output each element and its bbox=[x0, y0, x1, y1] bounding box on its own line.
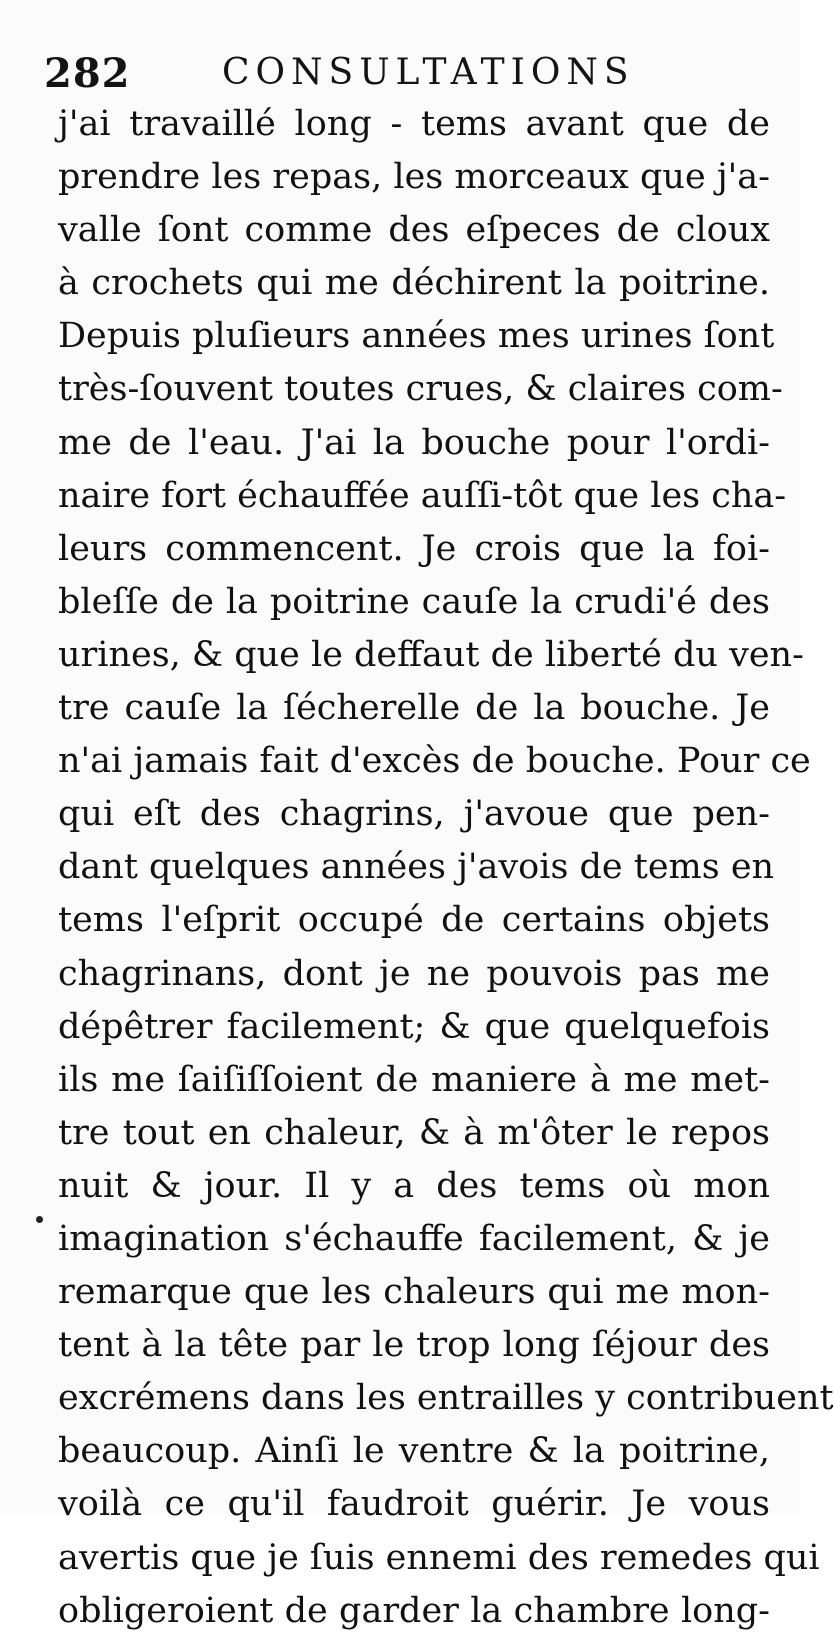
text-line: leurs commencent. Je crois que la foi- bbox=[58, 528, 770, 569]
text-line: urines, & que le deffaut de liberté du ven- bbox=[58, 634, 804, 675]
text-line: dépêtrer facilement; & que quelquefois bbox=[58, 1006, 770, 1047]
text-line: à crochets qui me déchirent la poitrine. bbox=[58, 263, 770, 304]
running-head: CONSULTATIONS bbox=[222, 52, 635, 93]
text-line: tent à la tête par le trop long ſéjour des bbox=[58, 1325, 770, 1366]
text-line: dant quelques années j'avois de tems en bbox=[58, 847, 775, 888]
text-line: valle ſont comme des eſpeces de cloux bbox=[58, 210, 770, 251]
body-text bbox=[58, 98, 834, 1638]
text-line: me de l'eau. J'ai la bouche pour l'ordi- bbox=[58, 422, 770, 463]
text-line: bleſſe de la poitrine cauſe la crudi'é des bbox=[58, 581, 770, 622]
text-line: tre cauſe la ſécherelle de la bouche. Je bbox=[58, 688, 770, 729]
page-number: 282 bbox=[44, 50, 131, 97]
text-line: voilà ce qu'il faudroit guérir. Je vous bbox=[58, 1484, 770, 1525]
text-line: ils me ſaiſiſſoient de maniere à me met- bbox=[58, 1059, 770, 1100]
text-line: qui eſt des chagrins, j'avoue que pen- bbox=[58, 794, 770, 835]
text-line: obligeroient de garder la chambre long- bbox=[58, 1590, 770, 1631]
text-line: j'ai travaillé long - tems avant que de bbox=[58, 104, 770, 144]
text-line: tems l'eſprit occupé de certains objets bbox=[58, 900, 770, 941]
text-line: nuit & jour. Il y a des tems où mon bbox=[58, 1165, 770, 1206]
text-line: excrémens dans les entrailles y contribuent bbox=[58, 1378, 834, 1419]
page-header bbox=[44, 46, 644, 106]
text-line: Depuis pluſieurs années mes urines ſont bbox=[58, 316, 775, 357]
ink-speck bbox=[36, 1216, 43, 1223]
text-line: beaucoup. Ainſi le ventre & la poitrine, bbox=[58, 1431, 770, 1472]
text-line: chagrinans, dont je ne pouvois pas me bbox=[58, 953, 770, 994]
text-line: naire fort échauffée auſſi-tôt que les cha- bbox=[58, 475, 787, 516]
text-line: remarque que les chaleurs qui me mon- bbox=[58, 1272, 770, 1313]
text-line: avertis que je ſuis ennemi des remedes qui bbox=[58, 1537, 820, 1578]
text-line: imagination s'échauffe facilement, & je bbox=[58, 1218, 770, 1259]
text-line: tre tout en chaleur, & à m'ôter le repos bbox=[58, 1112, 770, 1153]
text-line: n'ai jamais fait d'excès de bouche. Pour ce bbox=[58, 741, 811, 782]
text-line: prendre les repas, les morceaux que j'a- bbox=[58, 157, 770, 198]
text-line: très-ſouvent toutes crues, & claires com- bbox=[58, 369, 783, 410]
